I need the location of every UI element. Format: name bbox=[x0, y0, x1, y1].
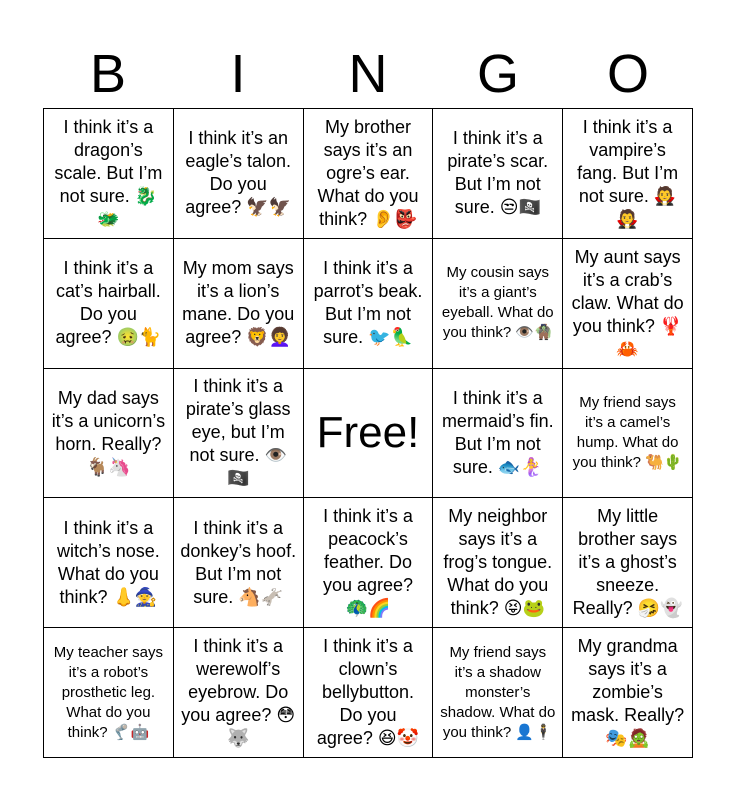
bingo-cell[interactable] bbox=[563, 498, 693, 628]
bingo-cell[interactable] bbox=[433, 498, 563, 628]
bingo-cell[interactable] bbox=[174, 369, 304, 499]
header-letter-o: O bbox=[606, 44, 649, 104]
header-letter-g: G bbox=[476, 44, 519, 104]
cell-text: My brother says it’s an ogre’s ear. What do you think? 👂👺 bbox=[317, 116, 419, 229]
bingo-cell[interactable] bbox=[174, 109, 304, 239]
cell-text: I think it’s a werewolf’s eyebrow. Do you agree? 😳🐺 bbox=[181, 636, 296, 749]
bingo-cell[interactable] bbox=[433, 628, 563, 758]
bingo-cell[interactable] bbox=[304, 109, 434, 239]
bingo-cell[interactable] bbox=[433, 239, 563, 369]
bingo-header bbox=[43, 40, 693, 108]
cell-text: I think it’s a vampire’s fang. But I’m not sure. 🧛🧛 bbox=[577, 116, 679, 229]
cell-text: I think it’s a clown’s bellybutton. Do you agree? 😆🤡 bbox=[316, 636, 420, 749]
cell-text: I think it’s a peacock’s feather. Do you agree? 🦚🌈 bbox=[322, 506, 414, 619]
cell-text: I think it’s a donkey’s hoof. But I’m not sure. 🐴🫏 bbox=[180, 517, 297, 607]
header-letter-n: N bbox=[348, 44, 388, 104]
bingo-cell[interactable] bbox=[563, 628, 693, 758]
cell-text: I think it’s a parrot’s beak. But I’m not sure. 🐦🦜 bbox=[313, 258, 423, 348]
bingo-cell[interactable] bbox=[44, 369, 174, 499]
bingo-grid bbox=[43, 108, 693, 758]
cell-text: I think it’s a mermaid’s fin. But I’m not sure. 🐟🧜‍♀️ bbox=[441, 387, 554, 477]
bingo-cell[interactable] bbox=[563, 109, 693, 239]
bingo-cell[interactable] bbox=[174, 628, 304, 758]
header-letter-i: I bbox=[230, 44, 246, 104]
cell-text: My grandma says it’s a zombie’s mask. Really? 🎭🧟 bbox=[571, 636, 685, 749]
cell-text: My aunt says it’s a crab’s claw. What do you think? 🦞🦀 bbox=[571, 246, 684, 359]
bingo-cell[interactable] bbox=[304, 498, 434, 628]
bingo-cell[interactable] bbox=[563, 239, 693, 369]
free-space-text: Free! bbox=[316, 407, 420, 457]
cell-text: I think it’s a pirate’s scar. But I’m not sure. 😒🏴‍☠️ bbox=[447, 128, 549, 218]
bingo-cell[interactable] bbox=[433, 109, 563, 239]
cell-text: I think it’s a witch’s nose. What do you think? 👃🧙 bbox=[57, 517, 160, 607]
cell-text: I think it’s an eagle’s talon. Do you agree? 🦅🦅 bbox=[185, 128, 292, 218]
cell-text: I think it’s a pirate’s glass eye, but I’m not sure. 👁️🏴‍☠️ bbox=[185, 376, 291, 489]
bingo-cell[interactable] bbox=[563, 369, 693, 499]
cell-text: My mom says it’s a lion’s mane. Do you agree? 🦁👩‍🦱 bbox=[182, 258, 295, 348]
cell-text: I think it’s a cat’s hairball. Do you agree? 🤢🐈 bbox=[55, 258, 162, 348]
free-space-cell[interactable] bbox=[304, 369, 434, 499]
cell-text: My friend says it’s a camel’s hump. What do you think? 🐫🌵 bbox=[572, 393, 683, 471]
bingo-cell[interactable] bbox=[44, 628, 174, 758]
cell-text: My neighbor says it’s a frog’s tongue. What do you think? 😝🐸 bbox=[443, 506, 553, 619]
cell-text: My teacher says it’s a robot’s prosthetic leg. What do you think? 🦿🤖 bbox=[53, 643, 163, 741]
bingo-cell[interactable] bbox=[304, 239, 434, 369]
header-letter-b: B bbox=[89, 44, 127, 104]
bingo-cell[interactable] bbox=[304, 628, 434, 758]
bingo-cell[interactable] bbox=[433, 369, 563, 499]
cell-text: I think it’s a dragon’s scale. But I’m not sure. 🐉🐲 bbox=[54, 116, 163, 229]
cell-text: My cousin says it’s a giant’s eyeball. What do you think? 👁️🧌 bbox=[441, 264, 554, 342]
bingo-cell[interactable] bbox=[44, 239, 174, 369]
bingo-cell[interactable] bbox=[44, 498, 174, 628]
bingo-cell[interactable] bbox=[44, 109, 174, 239]
bingo-cell[interactable] bbox=[174, 239, 304, 369]
cell-text: My dad says it’s a unicorn’s horn. Really? 🐐🦄 bbox=[51, 387, 166, 477]
cell-text: My little brother says it’s a ghost’s sneeze. Really? 🤧👻 bbox=[572, 506, 683, 619]
cell-text: My friend says it’s a shadow monster’s shadow. What do you think? 👤🕴️ bbox=[440, 643, 556, 741]
bingo-cell[interactable] bbox=[174, 498, 304, 628]
